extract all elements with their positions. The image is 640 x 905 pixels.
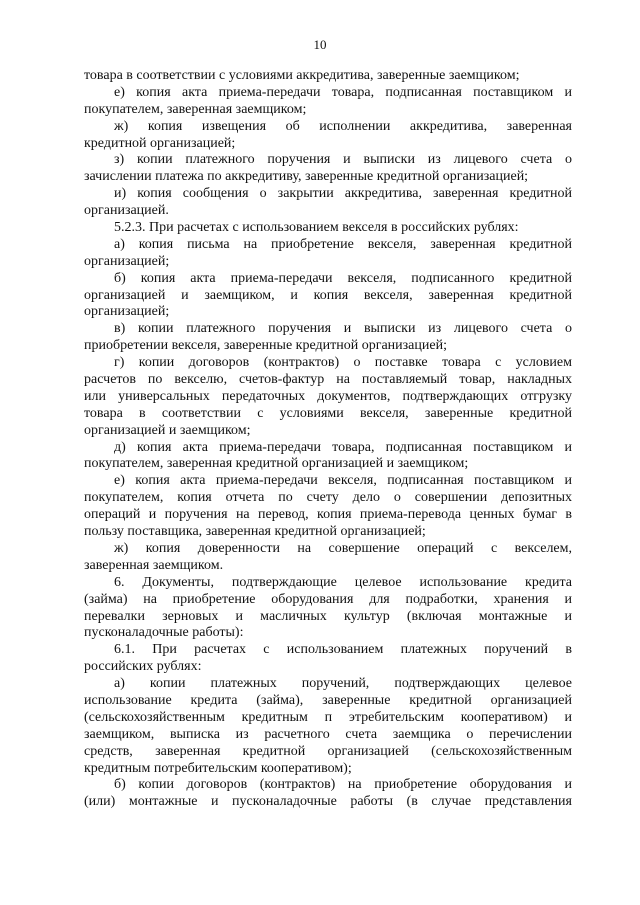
- text-line: использование кредита (займа), заверенные кредитной организацией: [84, 692, 572, 708]
- text-line: б) копии договоров (контрактов) на приобретение оборудования и: [114, 777, 572, 793]
- text-line: и) копия сообщения о закрытии аккредитива, заверенная кредитной: [114, 186, 572, 202]
- text-line: (займа) на приобретение оборудования для подработки, хранения и: [84, 591, 572, 607]
- text-line: средств, заверенная кредитной организацией (сельскохозяйственным: [84, 743, 572, 759]
- text-line: заверенная заемщиком.: [84, 557, 224, 573]
- text-line: или универсальных передаточных документов, подтверждающих отгрузку: [84, 388, 572, 404]
- text-line: 6.1. При расчетах с использованием платежных поручений в: [114, 642, 572, 658]
- text-line: кредитным потребительским кооперативом);: [84, 760, 352, 776]
- text-line: е) копия акта приема-передачи товара, подписанная поставщиком и: [114, 84, 572, 100]
- text-line: покупателем, копия отчета по счету дело о совершении депозитных: [84, 490, 572, 506]
- text-line: б) копия акта приема-передачи векселя, подписанного кредитной: [114, 270, 572, 286]
- text-line: 5.2.3. При расчетах с использованием векселя в российских рублях:: [114, 220, 519, 236]
- text-line: покупателем, заверенная заемщиком;: [84, 101, 307, 117]
- text-line: д) копия акта приема-передачи товара, подписанная поставщиком и: [114, 439, 572, 455]
- text-line: в) копии платежного поручения и выписки из лицевого счета о: [114, 321, 572, 337]
- text-line: пользу поставщика, заверенная кредитной организацией;: [84, 524, 426, 540]
- text-line: организацией и заемщиком, и копия векселя, заверенная кредитной: [84, 287, 572, 303]
- text-line: пусконаладочные работы):: [84, 625, 244, 641]
- text-line: заемщиком, выписка из расчетного счета заемщика о перечислении: [84, 726, 572, 742]
- text-line: з) копии платежного поручения и выписки из лицевого счета о: [114, 152, 572, 168]
- text-line: российских рублях:: [84, 659, 202, 675]
- text-line: организацией и заемщиком;: [84, 422, 251, 438]
- text-line: перевалки зерновых и масличных культур (включая монтажные и: [84, 608, 572, 624]
- text-line: 6. Документы, подтверждающие целевое использование кредита: [114, 574, 572, 590]
- document-body: [84, 68, 572, 811]
- text-line: расчетов по векселю, счетов-фактур на поставляемый товар, накладных: [84, 372, 572, 388]
- text-line: г) копии договоров (контрактов) о поставке товара с условием: [114, 355, 572, 371]
- text-line: товара в соответствии с условиями векселя, заверенные кредитной: [84, 405, 572, 421]
- text-line: (или) монтажные и пусконаладочные работы (в случае представления: [84, 794, 572, 810]
- page-number: 10: [313, 37, 327, 52]
- text-line: организацией;: [84, 304, 170, 320]
- text-line: кредитной организацией;: [84, 135, 236, 151]
- text-line: операций и поручения на перевод, копия приема-перевода ценных бумаг в: [84, 507, 572, 523]
- text-line: а) копия письма на приобретение векселя, заверенная кредитной: [114, 236, 572, 252]
- text-line: покупателем, заверенная кредитной организацией и заемщиком;: [84, 456, 469, 472]
- text-line: е) копия акта приема-передачи векселя, подписанная поставщиком и: [114, 473, 572, 489]
- text-line: организацией.: [84, 203, 169, 219]
- text-line: товара в соответствии с условиями аккредитива, заверенные заемщиком;: [84, 68, 520, 83]
- text-line: приобретении векселя, заверенные кредитной организацией;: [84, 338, 447, 354]
- text-line: ж) копия доверенности на совершение операций с векселем,: [114, 540, 572, 556]
- text-line: зачислении платежа по аккредитиву, заверенные кредитной организацией;: [84, 169, 529, 185]
- text-line: ж) копия извещения об исполнении аккредитива, заверенная: [114, 118, 572, 134]
- text-line: а) копии платежных поручений, подтверждающих целевое: [114, 676, 572, 692]
- text-line: (сельскохозяйственным кредитным п этребительским кооперативом) и: [84, 709, 572, 725]
- text-line: организацией;: [84, 253, 170, 269]
